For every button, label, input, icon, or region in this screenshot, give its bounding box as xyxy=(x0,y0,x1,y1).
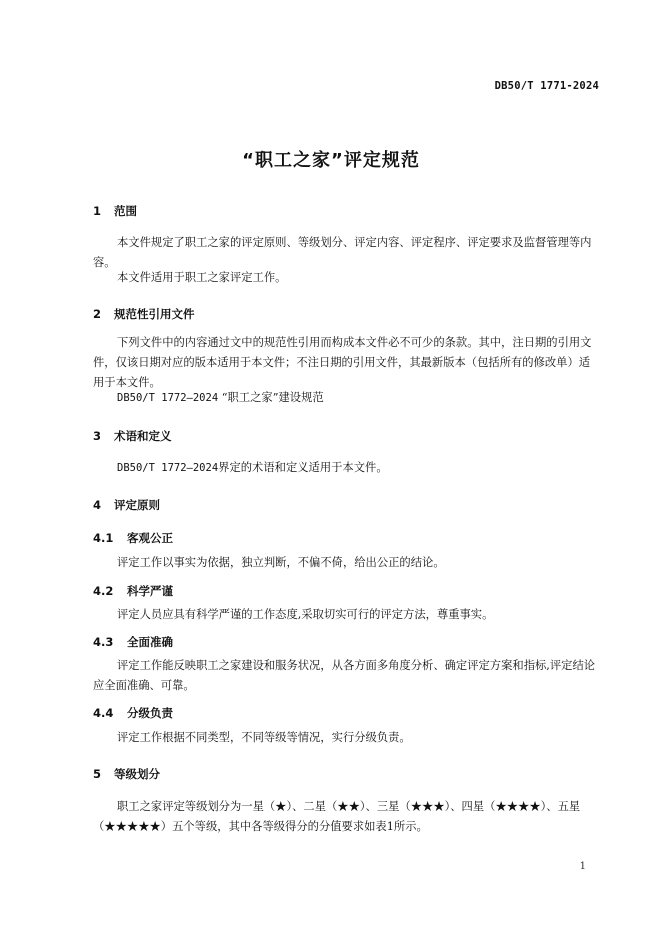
section-number: 2 xyxy=(93,307,102,321)
section-3-paragraph-1 xyxy=(93,458,599,478)
subsection-4-1-heading xyxy=(93,530,173,546)
section-number: 1 xyxy=(93,204,102,218)
section-title: 规范性引用文件 xyxy=(114,307,195,321)
section-number: 5 xyxy=(93,767,102,781)
section-title: 评定原则 xyxy=(114,498,161,512)
section-5-heading xyxy=(93,766,160,782)
subsection-title: 全面准确 xyxy=(127,635,174,649)
subsection-4-2-text: 评定人员应具有科学严谨的工作态度,采取切实可行的评定方法，尊重事实。 xyxy=(117,608,494,621)
section-1-paragraph-1: 本文件规定了职工之家的评定原则、等级划分、评定内容、评定程序、评定要求及监督管理等内容。 xyxy=(93,236,592,269)
section-1-heading xyxy=(93,203,137,219)
reference-title: “职工之家”建设规范 xyxy=(218,391,324,404)
section-1-paragraph-2: 本文件适用于职工之家评定工作。 xyxy=(117,271,287,284)
subsection-number: 4.3 xyxy=(93,635,114,649)
subsection-4-4-heading xyxy=(93,705,173,721)
reference-code: DB50/T 1772—2024 xyxy=(117,462,219,474)
subsection-number: 4.4 xyxy=(93,706,114,720)
subsection-number: 4.2 xyxy=(93,584,114,598)
subsection-title: 分级负责 xyxy=(127,706,174,720)
section-title: 范围 xyxy=(114,204,138,218)
section-4-heading xyxy=(93,497,160,513)
subsection-title: 科学严谨 xyxy=(127,584,174,598)
section-2-heading xyxy=(93,306,195,322)
standard-code: DB50/T 1771-2024 xyxy=(494,80,599,92)
subsection-4-1-text: 评定工作以事实为依据，独立判断，不偏不倚，给出公正的结论。 xyxy=(117,556,445,569)
subsection-4-4-text: 评定工作根据不同类型，不同等级等情况，实行分级负责。 xyxy=(117,731,411,744)
definition-text: 界定的术语和定义适用于本文件。 xyxy=(218,461,388,474)
reference-code: DB50/T 1772—2024 xyxy=(117,392,219,404)
section-3-heading xyxy=(93,428,172,444)
section-5-paragraph-1: 职工之家评定等级划分为一星（★）、二星（★★）、三星（★★★）、四星（★★★★）、五星（★★★★★）五个等级，其中各等级得分的分值要求如表1所示。 xyxy=(93,800,581,833)
subsection-4-3-heading xyxy=(93,634,173,650)
section-title: 等级划分 xyxy=(114,767,161,781)
page-number: 1 xyxy=(579,861,586,872)
document-title: “职工之家”评定规范 xyxy=(242,150,420,171)
section-title: 术语和定义 xyxy=(114,429,172,443)
subsection-4-2-heading xyxy=(93,583,173,599)
section-2-paragraph-1: 下列文件中的内容通过文中的规范性引用而构成本文件必不可少的条款。其中，注日期的引用文件，仅该日期对应的版本适用于本文件；不注日期的引用文件，其最新版本（包括所有的修改单）适用于本文件。 xyxy=(93,336,592,389)
normative-reference xyxy=(93,388,599,408)
subsection-number: 4.1 xyxy=(93,531,114,545)
section-number: 3 xyxy=(93,429,102,443)
subsection-4-3-text: 评定工作能反映职工之家建设和服务状况，从各方面多角度分析、确定评定方案和指标,评定结论应全面准确、可靠。 xyxy=(93,659,596,692)
section-number: 4 xyxy=(93,498,102,512)
subsection-title: 客观公正 xyxy=(127,531,174,545)
